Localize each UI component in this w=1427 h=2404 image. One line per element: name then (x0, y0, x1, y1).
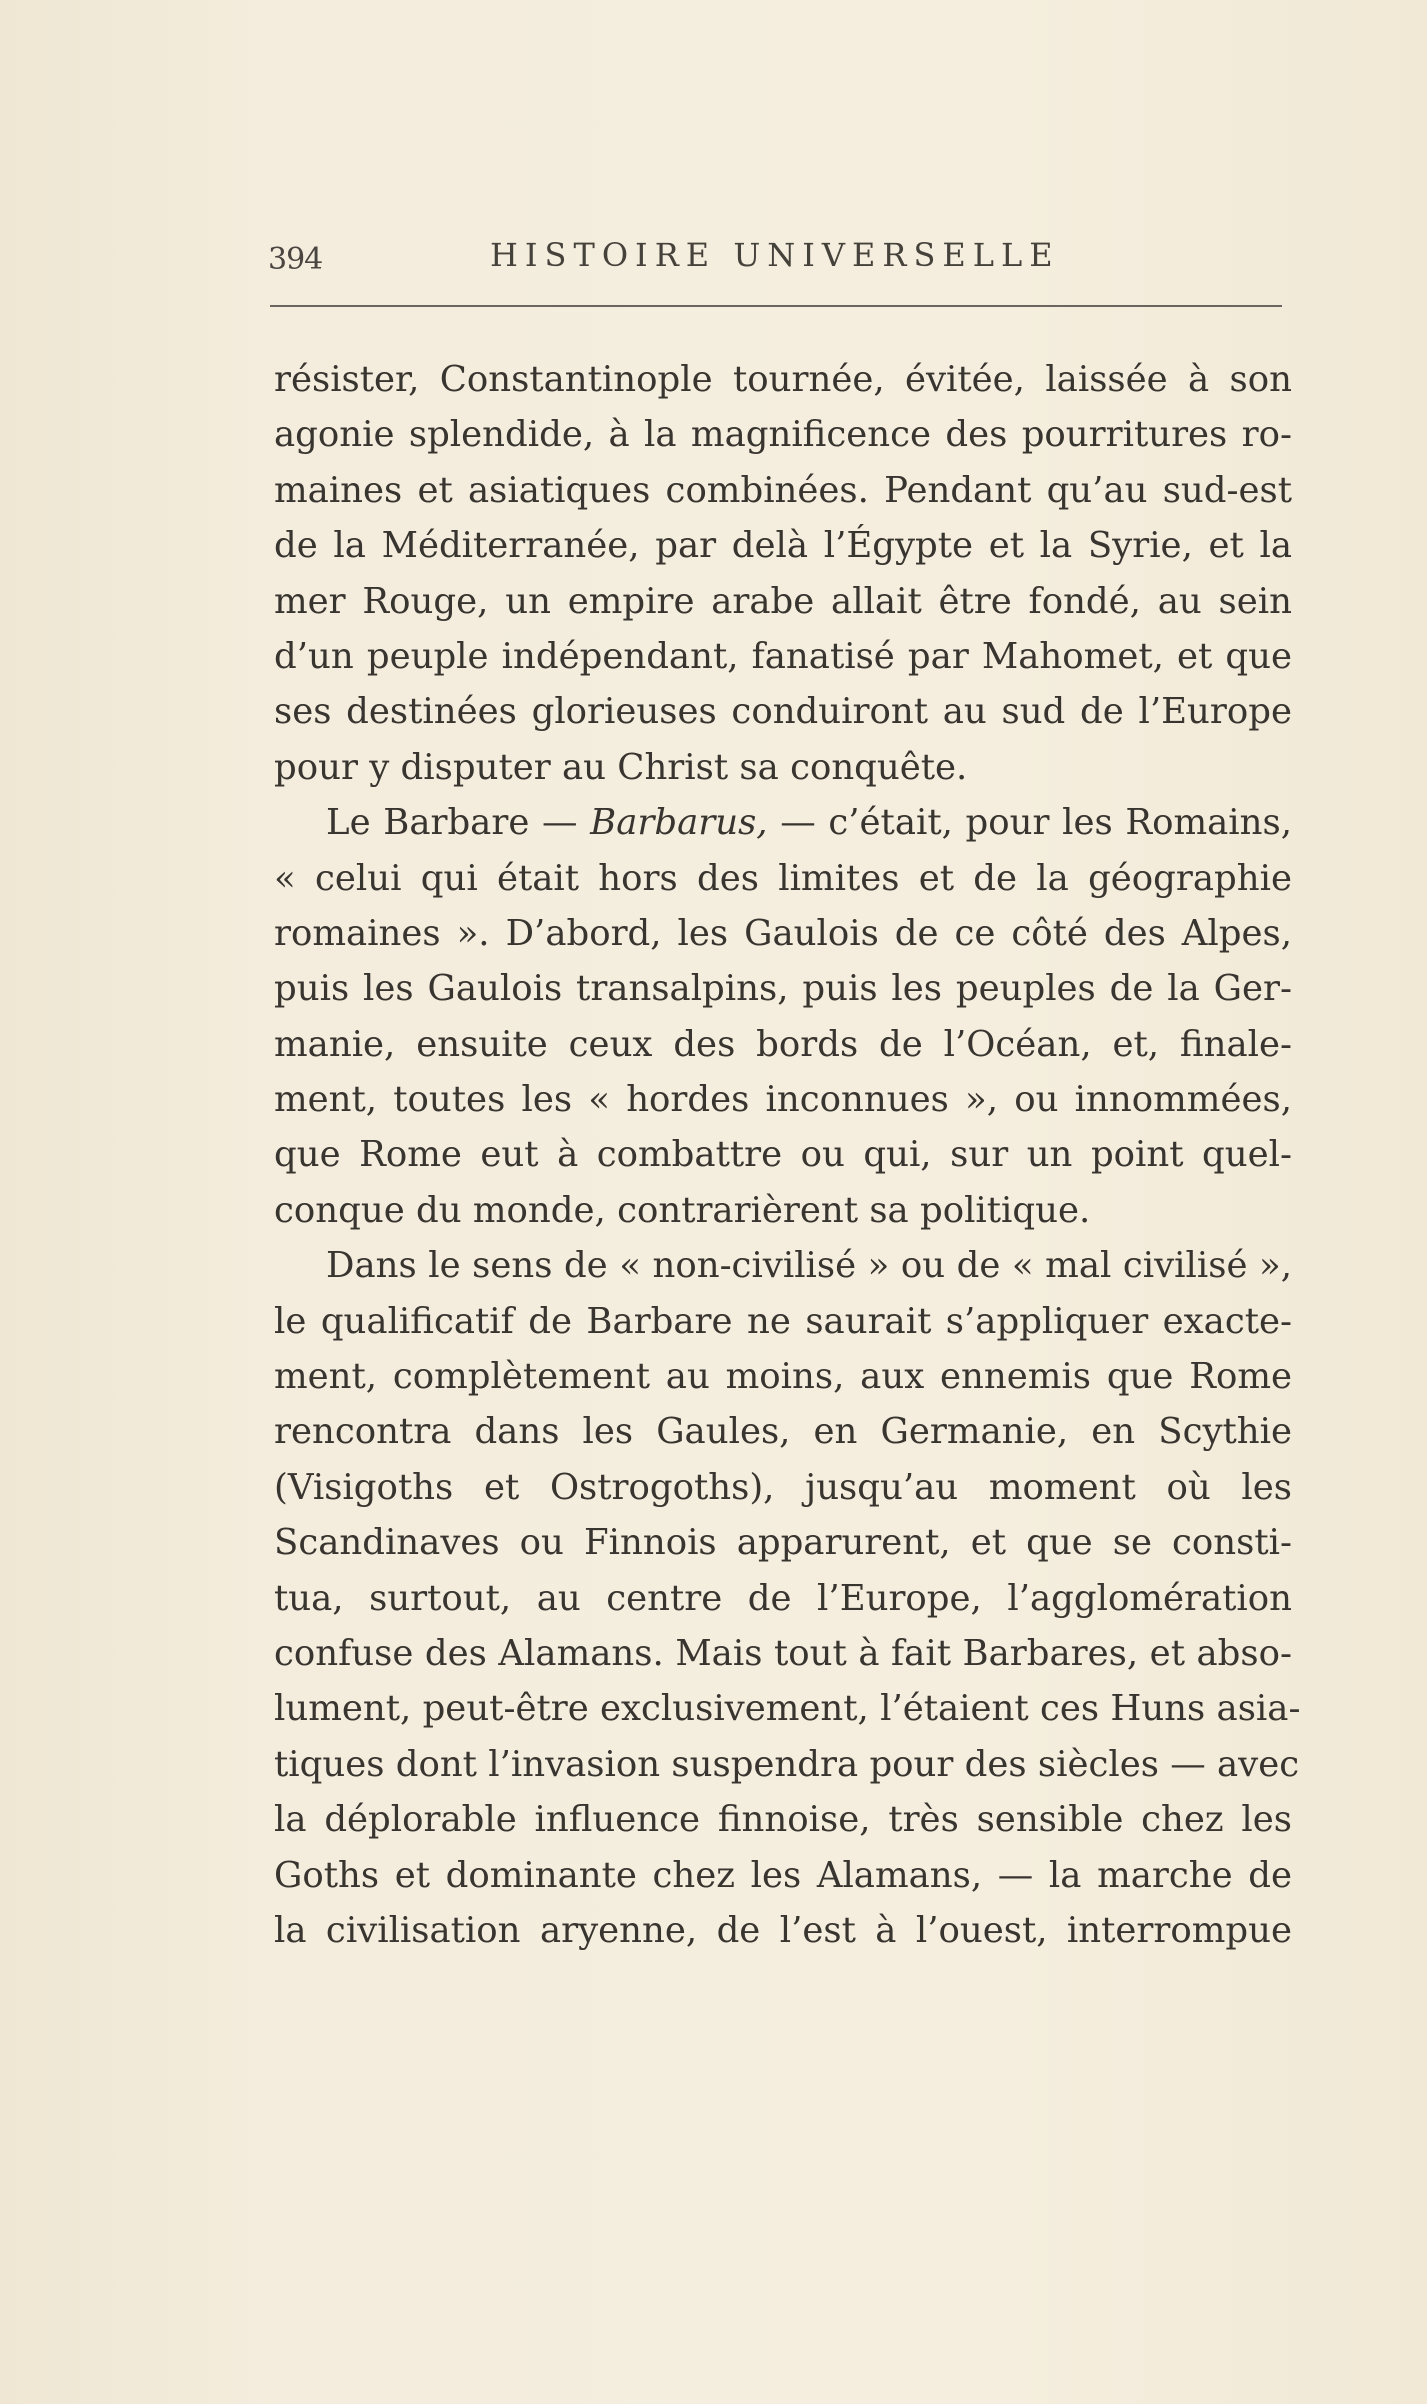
text-line: conque du monde, contrarièrent sa politique. (274, 1189, 1091, 1231)
text-segment: Le Barbare — (326, 802, 591, 844)
text-line: manie, ensuite ceux des bords de l’Océan, et, finale- (274, 1023, 1292, 1065)
text-line: puis les Gaulois transalpins, puis les peuples de la Ger- (274, 968, 1292, 1010)
text-line: mer Rouge, un empire arabe allait être fondé, au sein (274, 580, 1292, 622)
page-header (268, 236, 1284, 276)
italic-term: Barbarus, (590, 802, 768, 844)
text-segment: — c’était, pour les Romains, (767, 802, 1292, 844)
header-rule (270, 305, 1282, 307)
text-line: agonie splendide, à la magnificence des pourritures ro- (274, 414, 1292, 456)
text-line: de la Méditerranée, par delà l’Égypte et la Syrie, et la (274, 525, 1292, 567)
text-line: ses destinées glorieuses conduiront au sud de l’Europe (274, 691, 1292, 733)
text-line: résister, Constantinople tournée, évitée, laissée à son (274, 359, 1292, 400)
text-line: rencontra dans les Gaules, en Germanie, en Scythie (274, 1411, 1292, 1453)
text-line: tua, surtout, au centre de l’Europe, l’agglomération (274, 1577, 1292, 1619)
text-line: le qualificatif de Barbare ne saurait s’appliquer exacte- (274, 1300, 1292, 1342)
text-line: (Visigoths et Ostrogoths), jusqu’au moment où les (274, 1466, 1292, 1508)
text-line: Goths et dominante chez les Alamans, — la marche de (274, 1854, 1292, 1896)
text-line: d’un peuple indépendant, fanatisé par Mahomet, et que (274, 635, 1292, 677)
text-line: lument, peut-être exclusivement, l’étaient ces Huns asia- (274, 1688, 1301, 1730)
text-line: tiques dont l’invasion suspendra pour des siècles — avec (274, 1743, 1300, 1785)
text-line: ment, complètement au moins, aux ennemis que Rome (274, 1356, 1292, 1398)
text-line: maines et asiatiques combinées. Pendant qu’au sud-est (274, 469, 1292, 511)
text-line: confuse des Alamans. Mais tout à fait Barbares, et abso- (274, 1632, 1292, 1674)
text-line: ment, toutes les « hordes inconnues », ou innommées, (274, 1079, 1292, 1121)
text-line: Dans le sens de « non-civilisé » ou de « mal civilisé », (326, 1245, 1292, 1287)
text-line (274, 795, 1292, 850)
page-number: 394 (268, 242, 323, 277)
running-title: HISTOIRE UNIVERSELLE (490, 236, 1060, 274)
text-line: la civilisation aryenne, de l’est à l’ouest, interrompue (274, 1909, 1292, 1951)
text-line: pour y disputer au Christ sa conquête. (274, 746, 968, 788)
text-line: la déplorable influence finnoise, très sensible chez les (274, 1799, 1292, 1841)
body-text (274, 352, 1301, 1958)
text-line: que Rome eut à combattre ou qui, sur un point quel- (274, 1134, 1292, 1176)
text-line: Scandinaves ou Finnois apparurent, et que se consti- (274, 1522, 1292, 1564)
text-line: romaines ». D’abord, les Gaulois de ce côté des Alpes, (274, 912, 1292, 954)
text-line: « celui qui était hors des limites et de la géographie (274, 857, 1292, 899)
